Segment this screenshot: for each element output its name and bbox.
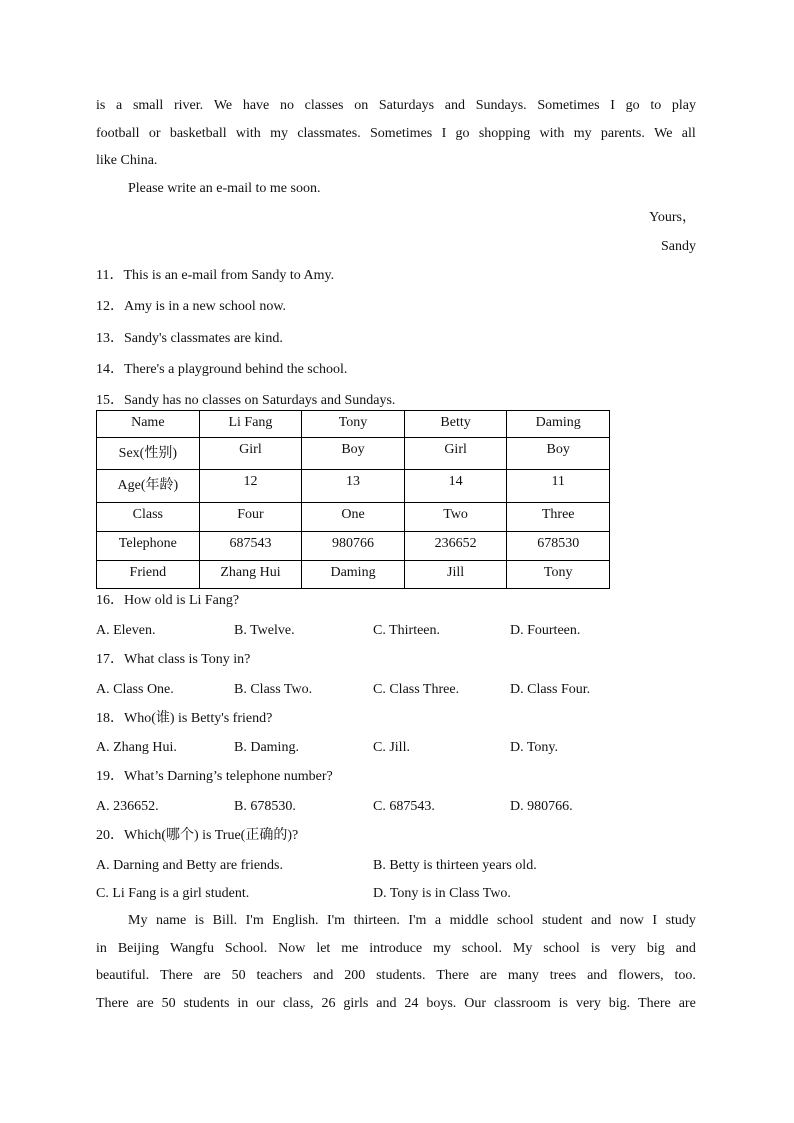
table-cell: Sex(性别) xyxy=(97,438,200,470)
table-cell: Daming xyxy=(507,411,610,438)
table-cell: Class xyxy=(97,503,200,532)
word: too. xyxy=(674,968,696,983)
option-c[interactable]: C. Thirteen. xyxy=(373,623,441,638)
table-cell: Zhang Hui xyxy=(199,561,302,589)
option-c[interactable]: C. Li Fang is a girl student. xyxy=(96,886,250,901)
word: river. xyxy=(173,98,204,113)
word: boys. xyxy=(426,996,457,1011)
word: classes xyxy=(304,98,344,113)
word: We xyxy=(654,126,673,141)
word: on xyxy=(354,98,369,113)
option-c[interactable]: C. 687543. xyxy=(373,799,435,814)
word: have xyxy=(242,98,270,113)
word: 50 xyxy=(231,968,246,983)
word: are xyxy=(479,968,497,983)
word: and xyxy=(587,968,608,983)
word: no xyxy=(279,98,294,113)
option-a[interactable]: A. Class One. xyxy=(96,682,174,697)
word: now xyxy=(619,913,644,928)
word: Sundays. xyxy=(475,98,527,113)
word: let xyxy=(316,941,331,956)
question-17: 17．What class is Tony in? xyxy=(96,652,251,667)
table-cell: 980766 xyxy=(302,532,405,561)
word: classroom xyxy=(493,996,551,1011)
word: There xyxy=(436,968,470,983)
word: I xyxy=(652,913,658,928)
word: We xyxy=(213,98,233,113)
word: my xyxy=(433,941,451,956)
word: My xyxy=(512,941,533,956)
table-row xyxy=(97,438,610,470)
word: school xyxy=(497,913,534,928)
question-19: 19．What’s Darning’s telephone number? xyxy=(96,769,333,784)
word: teachers xyxy=(256,968,303,983)
table-cell: Friend xyxy=(97,561,200,589)
word: class, xyxy=(282,996,314,1011)
word: big xyxy=(646,941,665,956)
word: with xyxy=(235,126,261,141)
letter-line xyxy=(96,125,696,143)
question-12: 12．Amy is in a new school now. xyxy=(96,299,287,314)
table-cell: Boy xyxy=(507,438,610,470)
option-d[interactable]: D. Tony is in Class Two. xyxy=(373,886,511,901)
word: Sometimes xyxy=(537,98,600,113)
word: English. xyxy=(272,913,319,928)
word: 24 xyxy=(404,996,419,1011)
question-14: 14．There's a playground behind the school. xyxy=(96,362,348,377)
word: 26 xyxy=(321,996,336,1011)
table-cell: Daming xyxy=(302,561,405,589)
table-row xyxy=(97,532,610,561)
word: I xyxy=(441,126,447,141)
table-row xyxy=(97,561,610,589)
table-cell: Telephone xyxy=(97,532,200,561)
word: I'm xyxy=(408,913,427,928)
option-b[interactable]: B. 678530. xyxy=(234,799,296,814)
word: are xyxy=(678,996,696,1011)
word: Wangfu xyxy=(169,941,214,956)
table-cell: Age(年龄) xyxy=(97,470,200,503)
word: school xyxy=(543,941,580,956)
table-cell: Tony xyxy=(507,561,610,589)
question-15: 15．Sandy has no classes on Saturdays and Sundays. xyxy=(96,393,396,408)
option-d[interactable]: D. 980766. xyxy=(510,799,573,814)
word: is xyxy=(194,913,205,928)
table-cell: 11 xyxy=(507,470,610,503)
word: I'm xyxy=(327,913,346,928)
word: to xyxy=(650,98,662,113)
word: play xyxy=(671,98,696,113)
word: many xyxy=(507,968,539,983)
word: is xyxy=(96,98,106,113)
table-cell: 236652 xyxy=(404,532,507,561)
question-18: 18．Who(谁) is Betty's friend? xyxy=(96,711,273,726)
option-a[interactable]: A. Zhang Hui. xyxy=(96,740,177,755)
word: my xyxy=(573,126,592,141)
question-20: 20．Which(哪个) is True(正确的)? xyxy=(96,828,299,843)
word: Our xyxy=(464,996,487,1011)
option-a[interactable]: A. 236652. xyxy=(96,799,159,814)
table-row xyxy=(97,503,610,532)
word: shopping xyxy=(478,126,531,141)
letter-signature: Sandy xyxy=(661,239,696,254)
table-cell: Girl xyxy=(404,438,507,470)
table-cell: 14 xyxy=(404,470,507,503)
word: Sometimes xyxy=(370,126,433,141)
word: my xyxy=(270,126,289,141)
option-a[interactable]: A. Darning and Betty are friends. xyxy=(96,858,283,873)
word: and xyxy=(313,968,334,983)
table-cell: Betty xyxy=(404,411,507,438)
word: and xyxy=(444,98,466,113)
table-cell: Li Fang xyxy=(199,411,302,438)
word: student xyxy=(542,913,583,928)
word: There xyxy=(160,968,193,983)
word: There xyxy=(638,996,671,1011)
word: very xyxy=(575,996,601,1011)
word: football xyxy=(96,126,140,141)
option-c[interactable]: C. Jill. xyxy=(373,740,410,755)
word: 50 xyxy=(161,996,176,1011)
student-info-table xyxy=(96,410,610,589)
word: I'm xyxy=(245,913,264,928)
word: study xyxy=(665,913,696,928)
word: trees xyxy=(549,968,577,983)
word: in xyxy=(237,996,249,1011)
question-16: 16．How old is Li Fang? xyxy=(96,593,240,608)
table-cell: 678530 xyxy=(507,532,610,561)
word: I xyxy=(610,98,615,113)
table-cell: Jill xyxy=(404,561,507,589)
option-b[interactable]: B. Twelve. xyxy=(234,623,295,638)
letter-line: like China. xyxy=(96,153,158,168)
word: our xyxy=(256,996,275,1011)
word: are xyxy=(203,968,221,983)
word: and xyxy=(376,996,397,1011)
option-a[interactable]: A. Eleven. xyxy=(96,623,156,638)
table-cell: Four xyxy=(199,503,302,532)
option-b[interactable]: B. Betty is thirteen years old. xyxy=(373,858,537,873)
word: all xyxy=(681,126,696,141)
word: parents. xyxy=(600,126,645,141)
question-11: 11．This is an e-mail from Sandy to Amy. xyxy=(96,268,335,283)
word: go xyxy=(455,126,470,141)
option-d[interactable]: D. Tony. xyxy=(510,740,559,755)
table-cell: Boy xyxy=(302,438,405,470)
word: a xyxy=(116,98,123,113)
word: with xyxy=(539,126,565,141)
table-row xyxy=(97,411,610,438)
option-b[interactable]: B. Daming. xyxy=(234,740,299,755)
table-cell: Three xyxy=(507,503,610,532)
letter-line xyxy=(96,97,696,115)
word: School. xyxy=(224,941,268,956)
word: middle xyxy=(449,913,489,928)
word: very xyxy=(611,941,636,956)
word: and xyxy=(591,913,612,928)
word: introduce xyxy=(369,941,423,956)
option-c[interactable]: C. Class Three. xyxy=(373,682,460,697)
option-d[interactable]: D. Fourteen. xyxy=(510,623,581,638)
word: name xyxy=(155,913,187,928)
word: flowers, xyxy=(618,968,664,983)
letter-line: Please write an e-mail to me soon. xyxy=(128,181,321,196)
word: students. xyxy=(376,968,426,983)
word: Bill. xyxy=(212,913,238,928)
word: beautiful. xyxy=(96,968,150,983)
table-cell: 12 xyxy=(199,470,302,503)
table-cell: Two xyxy=(404,503,507,532)
passage-line xyxy=(128,912,696,930)
table-cell: 13 xyxy=(302,470,405,503)
word: me xyxy=(341,941,359,956)
word: are xyxy=(136,996,154,1011)
word: Now xyxy=(278,941,306,956)
word: small xyxy=(132,98,164,113)
table-cell: Girl xyxy=(199,438,302,470)
word: 200 xyxy=(344,968,366,983)
word: big. xyxy=(608,996,631,1011)
word: Beijing xyxy=(117,941,160,956)
word: students xyxy=(183,996,230,1011)
word: in xyxy=(96,941,107,956)
table-row xyxy=(97,470,610,503)
word: classmates. xyxy=(297,126,361,141)
word: My xyxy=(128,913,148,928)
table-cell: Tony xyxy=(302,411,405,438)
passage-line xyxy=(96,940,696,958)
word: and xyxy=(675,941,696,956)
word: Saturdays xyxy=(378,98,435,113)
option-b[interactable]: B. Class Two. xyxy=(234,682,313,697)
word: a xyxy=(434,913,442,928)
word: school. xyxy=(461,941,502,956)
passage-line xyxy=(96,967,696,985)
option-d[interactable]: D. Class Four. xyxy=(510,682,591,697)
word: go xyxy=(625,98,640,113)
table-cell: Name xyxy=(97,411,200,438)
table-cell: One xyxy=(302,503,405,532)
word: There xyxy=(96,996,129,1011)
passage-line xyxy=(96,995,696,1013)
word: is xyxy=(558,996,568,1011)
word: is xyxy=(590,941,601,956)
word: or xyxy=(148,126,161,141)
table-cell: 687543 xyxy=(199,532,302,561)
word: basketball xyxy=(169,126,227,141)
word: thirteen. xyxy=(353,913,400,928)
word: girls xyxy=(343,996,369,1011)
question-13: 13．Sandy's classmates are kind. xyxy=(96,331,283,346)
letter-closing: Yours， xyxy=(649,210,696,225)
